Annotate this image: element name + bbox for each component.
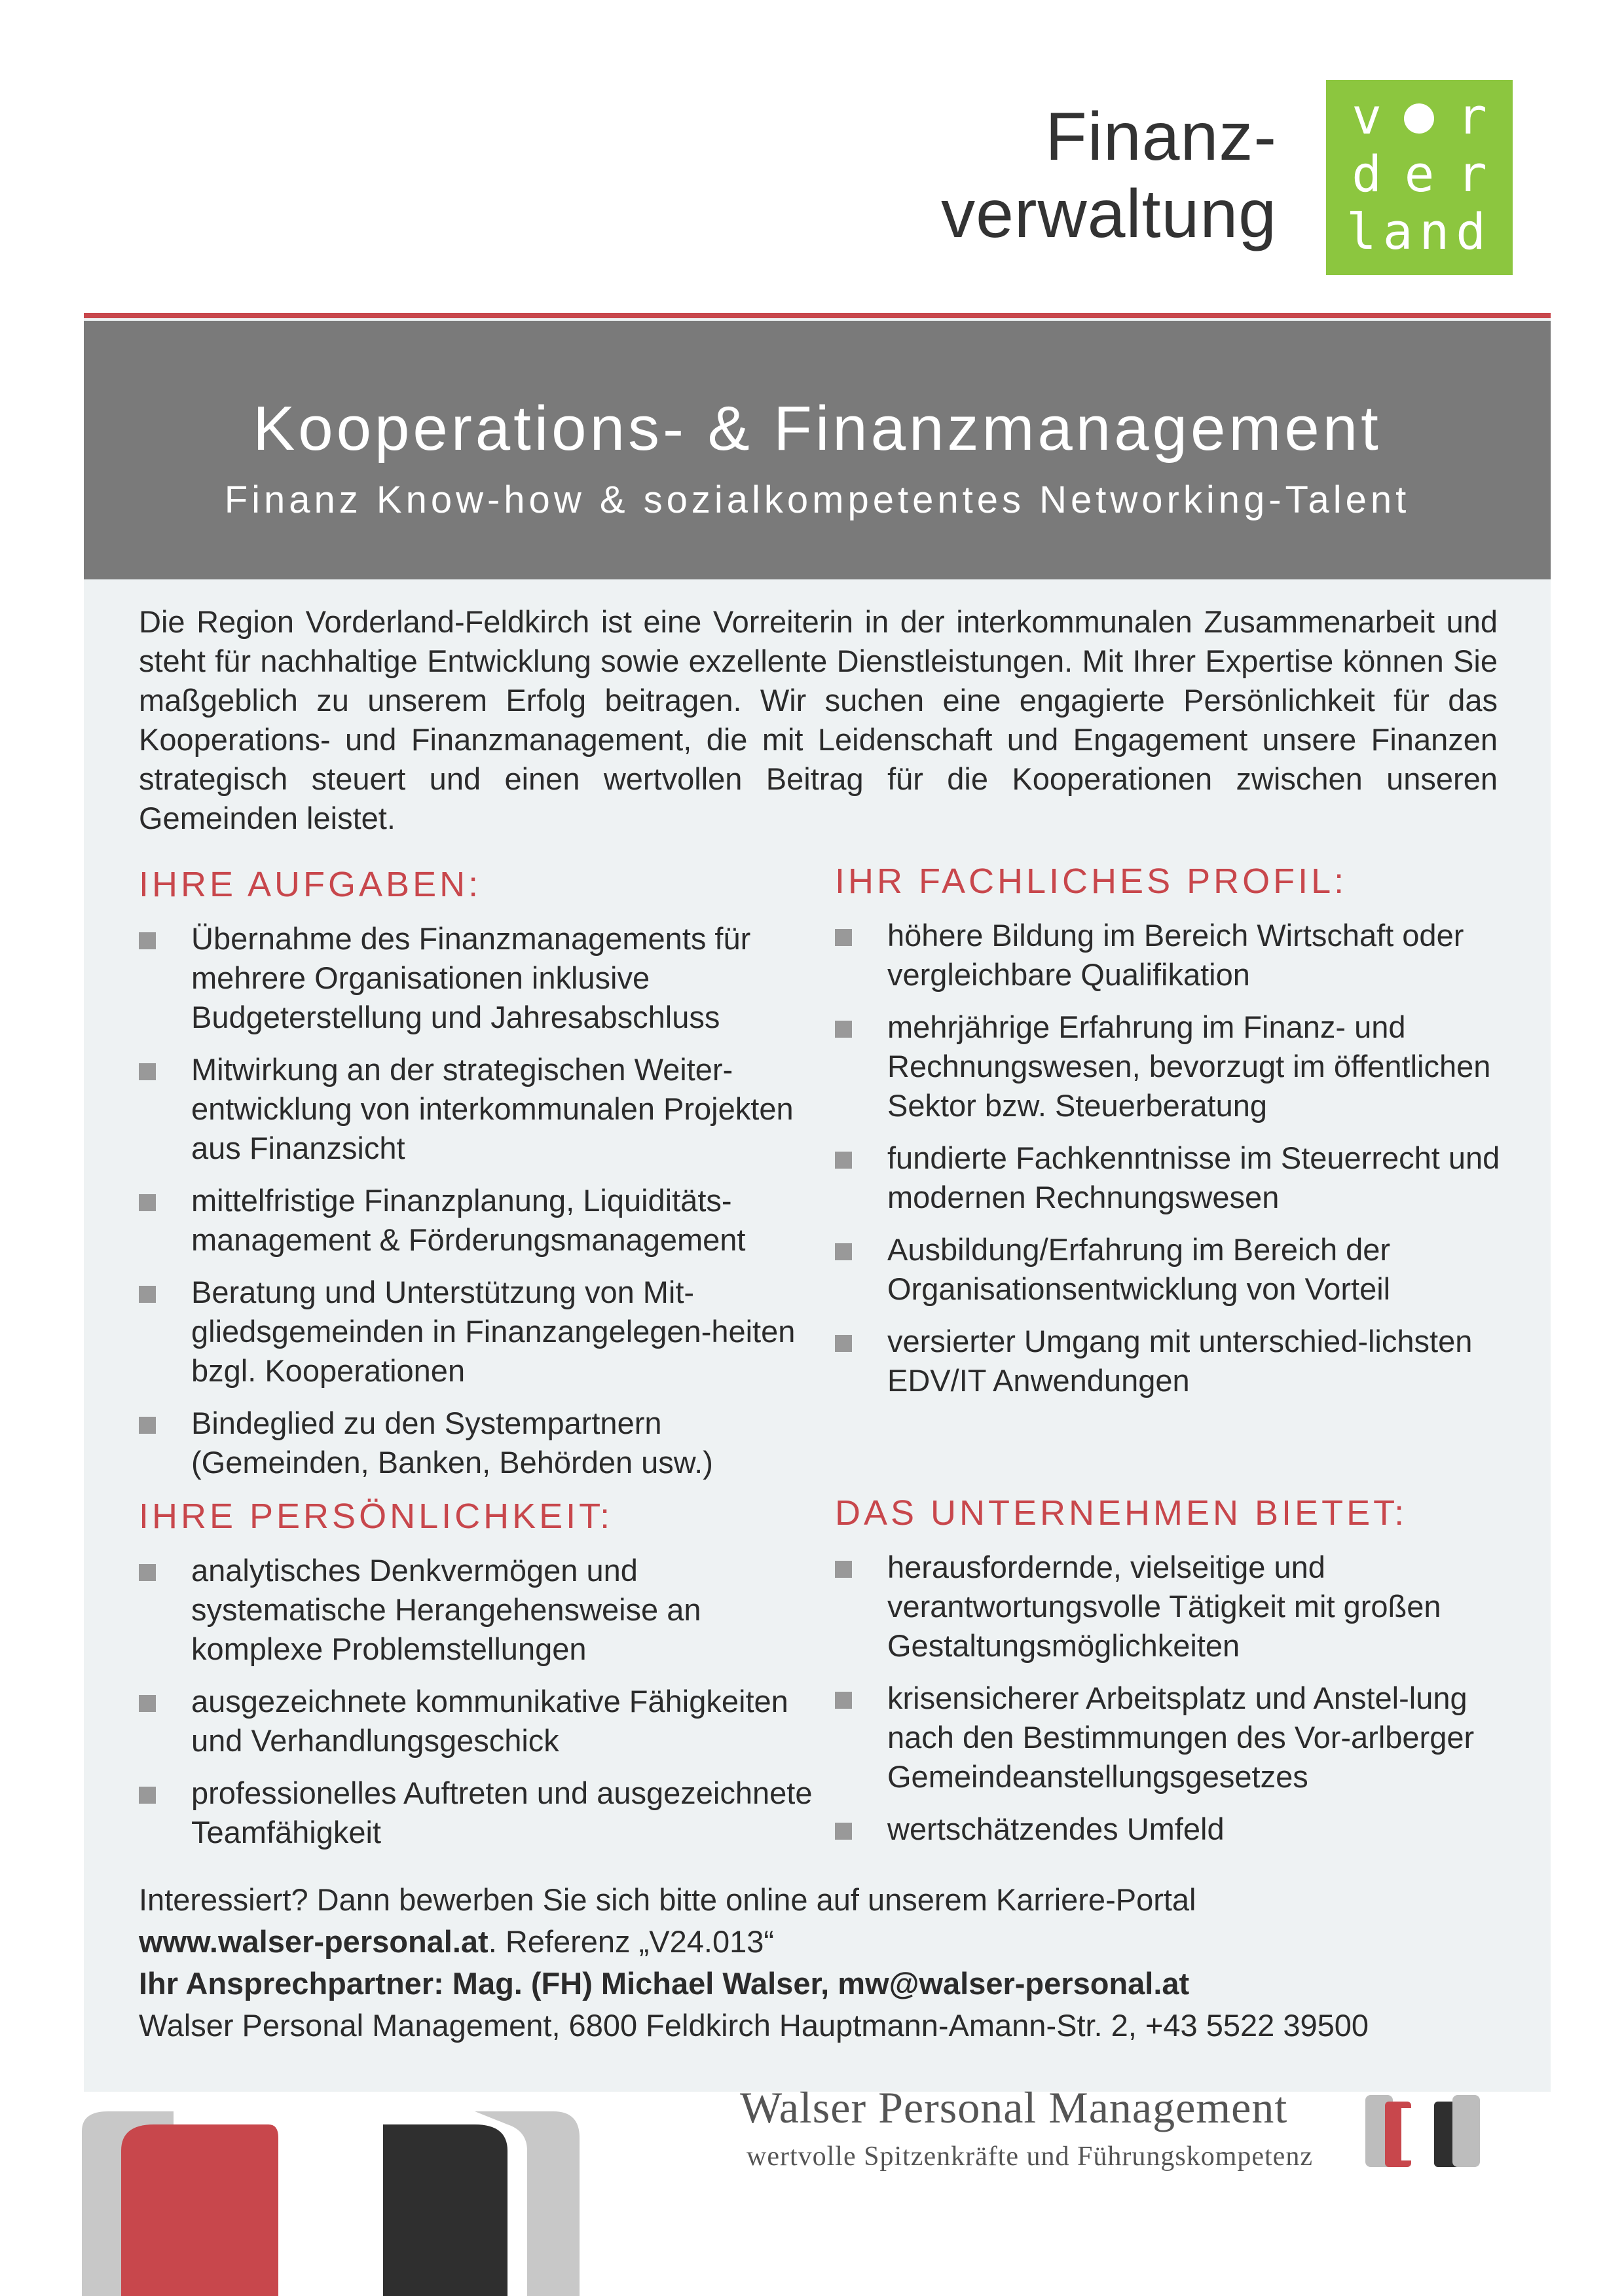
brand-bracket-icon [1365,2095,1480,2167]
list-item-text: höhere Bildung im Bereich Wirtschaft oder vergleichbare Qualifikation [887,918,1464,992]
bullet-list [139,1551,820,1852]
list-item [139,1181,820,1260]
logo-letter: v [1352,87,1382,145]
reference-text: . Referenz „V24.013“ [488,1924,775,1959]
job-title: Kooperations- & Finanzmanagement [253,393,1382,464]
list-item-text: mittelfristige Finanzplanung, Liquiditäts-management & Förderungsmanagement [191,1183,746,1257]
square-bullet-icon [835,1823,852,1840]
logo-word-land: land [1346,202,1493,261]
list-item [835,1008,1529,1125]
intro-paragraph: Die Region Vorderland-Feldkirch ist eine Vorreiterin in der interkommunalen Zusammenarbeit und steht für nachhaltige Entwicklung sowie exzellente Dienstleistungen. Mit Ihrer Expertise können Sie maßgeblich zu unserem Erfolg beitragen. Wir suchen eine engagierte Persönlichkeit für das Kooperations- und Finanzmanagement, die mit Leidenschaft und Engagement unsere Finanzen strategisch steuert und einen wertvollen Beitrag für die Kooperationen zwischen unseren Gemeinden leistet. [139,604,1498,835]
address: Walser Personal Management, 6800 Feldkirch Hauptmann-Amann-Str. 2, +43 5522 39500 [139,2008,1369,2043]
section-title: IHRE PERSÖNLICHKEIT: [139,1497,614,1536]
square-bullet-icon [835,1692,852,1709]
square-bullet-icon [139,1194,156,1211]
bullet-list [835,916,1529,1400]
list-item [835,1230,1529,1309]
square-bullet-icon [835,1335,852,1352]
list-item [835,1139,1529,1217]
list-item [139,1551,820,1669]
section-personality [139,1496,820,1852]
bullet-list [139,919,820,1482]
list-item-text: mehrjährige Erfahrung im Finanz- und Rechnungswesen, bevorzugt im öffentlichen Sektor bzw. Steuerberatung [887,1010,1491,1123]
vorderland-logo [1326,80,1513,275]
list-item [139,1050,820,1168]
logo-letter: r [1456,87,1487,145]
list-item-text: Ausbildung/Erfahrung im Bereich der Organisationsentwicklung von Vorteil [887,1232,1391,1306]
square-bullet-icon [139,1417,156,1434]
contact-person: Ihr Ansprechpartner: Mag. (FH) Michael Walser, mw@walser-personal.at [139,1966,1190,2001]
contact-block [139,1879,1514,2047]
list-item [139,1273,820,1391]
brand-tagline: wertvolle Spitzenkräfte und Führungskompetenz [747,2141,1313,2172]
square-bullet-icon [139,1564,156,1581]
list-item [835,1679,1529,1796]
list-item [139,1682,820,1760]
header-title [941,98,1277,253]
section-tasks [139,864,820,1482]
header-title-line2: verwaltung [941,176,1277,252]
list-item [139,919,820,1037]
square-bullet-icon [835,929,852,946]
list-item-text: krisensicherer Arbeitsplatz und Anstel-lung nach den Bestimmungen des Vor-arlberger Gemeindeanstellungsgesetzes [887,1681,1475,1794]
list-item-text: professionelles Auftreten und ausgezeichnete Teamfähigkeit [191,1776,813,1850]
list-item-text: herausfordernde, vielseitige und verantwortungsvolle Tätigkeit mit großen Gestaltungsmöglichkeiten [887,1550,1441,1663]
job-subtitle: Finanz Know-how & sozialkompetentes Networking-Talent [224,479,1411,521]
logo-dot-icon [1404,103,1434,134]
section-title: DAS UNTERNEHMEN BIETET: [835,1493,1408,1533]
square-bullet-icon [139,1063,156,1080]
list-item [139,1404,820,1482]
website-link[interactable]: www.walser-personal.at [139,1924,489,1959]
logo-letter: e [1404,145,1435,203]
list-item-text: fundierte Fachkenntnisse im Steuerrecht und modernen Rechnungswesen [887,1140,1500,1214]
title-banner [84,321,1551,579]
logo-letter: r [1456,145,1487,203]
section-title: IHRE AUFGABEN: [139,865,482,904]
square-bullet-icon [139,1695,156,1712]
logo-letter: d [1352,145,1382,203]
apply-text: Interessiert? Dann bewerben Sie sich bitte online auf unserem Karriere-Portal [139,1882,1196,1917]
accent-rule [84,313,1551,318]
list-item-text: versierter Umgang mit unterschied-lichsten EDV/IT Anwendungen [887,1324,1473,1398]
list-item [139,1774,820,1852]
list-item [835,916,1529,994]
header-title-line1: Finanz- [1045,99,1277,175]
list-item-text: Mitwirkung an der strategischen Weiter-entwicklung von interkommunalen Projekten aus Finanzsicht [191,1052,794,1165]
square-bullet-icon [835,1021,852,1038]
square-bullet-icon [139,1286,156,1303]
list-item [835,1548,1529,1666]
list-item-text: Bindeglied zu den Systempartnern (Gemeinden, Banken, Behörden usw.) [191,1406,713,1480]
bullet-list [835,1548,1529,1849]
list-item-text: Übernahme des Finanzmanagements für mehrere Organisationen inklusive Budgeterstellung und Jahresabschluss [191,921,751,1034]
list-item-text: wertschätzendes Umfeld [887,1812,1225,1846]
footer-graphic [82,2111,580,2296]
list-item [835,1322,1529,1400]
list-item [835,1810,1529,1849]
square-bullet-icon [835,1561,852,1578]
square-bullet-icon [139,1787,156,1804]
square-bullet-icon [139,932,156,949]
list-item-text: Beratung und Unterstützung von Mit-gliedsgemeinden in Finanzangelegen-heiten bzgl. Kooperationen [191,1275,796,1388]
brand-logo-icon [1365,2095,1480,2167]
section-profile [835,861,1529,1400]
section-offer [835,1493,1529,1849]
walser-bracket-graphic [82,2111,580,2296]
list-item-text: analytisches Denkvermögen und systematische Herangehensweise an komplexe Problemstellungen [191,1553,701,1666]
square-bullet-icon [835,1243,852,1260]
reference-line [139,1921,1514,1963]
square-bullet-icon [835,1152,852,1169]
brand-name: Walser Personal Management [740,2083,1288,2132]
section-title: IHR FACHLICHES PROFIL: [835,862,1348,901]
list-item-text: ausgezeichnete kommunikative Fähigkeiten und Verhandlungsgeschick [191,1684,788,1758]
